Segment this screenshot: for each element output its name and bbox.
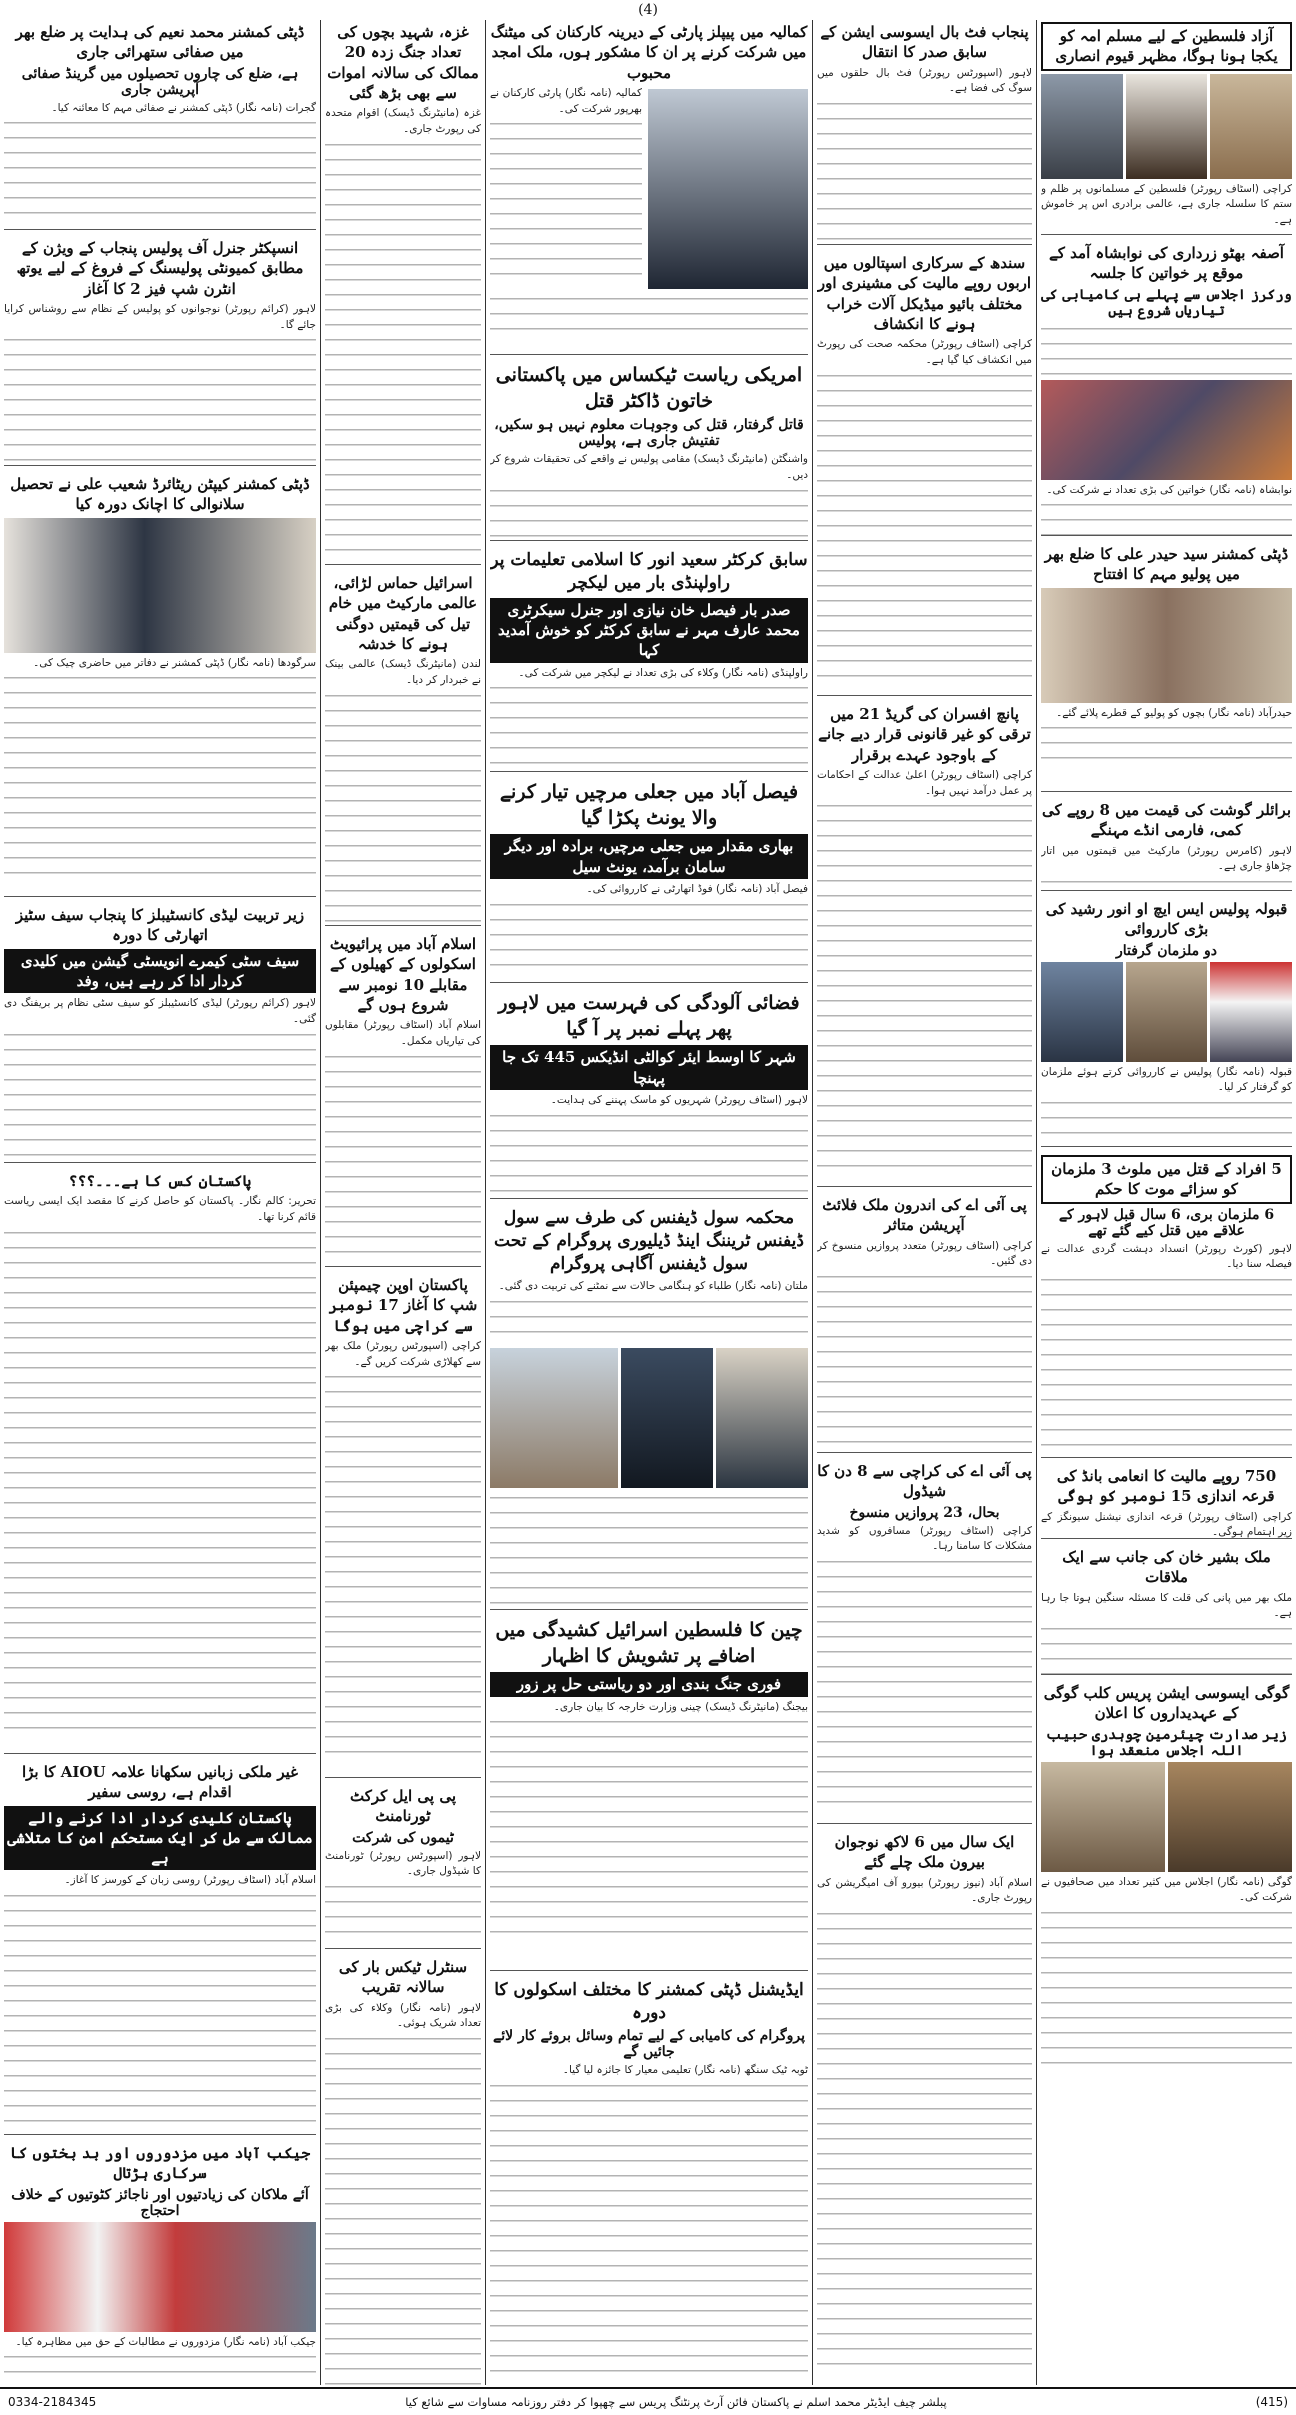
headline: انسپکٹر جنرل آف پولیس پنجاب کے ویژن کے مطابق کمیونٹی پولیسنگ کے فروغ کے لیے یوتھ انٹرن شپ فیز 2 کا آغاز [16, 239, 304, 298]
portrait-photo [1210, 74, 1292, 179]
article-body: لاہور (کورٹ رپورٹر) انسداد دہشت گردی عدالت نے فیصلہ سنا دیا۔ [1041, 1242, 1292, 1271]
text-lines [490, 898, 808, 978]
portrait-photo [1041, 962, 1123, 1062]
text-lines [1041, 1622, 1292, 1675]
text-lines [1041, 1906, 1292, 2070]
headline: امریکی ریاست ٹیکساس میں پاکستانی خاتون ڈاکٹر قتل [495, 364, 803, 412]
headline: ایڈیشنل ڈپٹی کمشنر کا مختلف اسکولوں کا دورہ [494, 1980, 804, 2023]
article-body: اسلام آباد (اسٹاف رپورٹر) روسی زبان کے کورسز کا آغاز۔ [64, 1874, 316, 1887]
text-lines [4, 671, 316, 886]
article-body: حیدرآباد (نامہ نگار) بچوں کو پولیو کے قطرے پلائے گئے۔ [1056, 706, 1292, 719]
text-lines [1041, 322, 1292, 377]
article-c4-2 [325, 571, 481, 926]
article-body: کراچی (اسٹاف رپورٹر) فلسطین کے مسلمانوں پر ظلم و ستم کا سلسلہ جاری ہے، عالمی برادری اس پر خاموش ہے۔ [1041, 182, 1292, 226]
footer-publisher-text: پبلشر چیف ایڈیٹر محمد اسلم نے پاکستان فائن آرٹ پرنٹنگ پریس سے چھپوا کر دفتر روزنامہ مساوات سے شائع کیا [405, 2395, 947, 2409]
headline: پانچ افسران کی گریڈ 21 میں ترقی کو غیر قانونی قرار دیے جانے کے باوجود عہدے برقرار [818, 705, 1031, 764]
page-footer [0, 2387, 1296, 2415]
group-photo [1041, 1762, 1165, 1872]
headline: پاکستان کس کا ہے۔۔۔؟؟؟ [68, 1172, 252, 1190]
text-lines [817, 799, 1032, 1179]
subheadline: شہر کا اوسط ایئر کوالٹی انڈیکس 445 تک جا پہنچا [490, 1045, 808, 1090]
text-lines [817, 369, 1032, 689]
subheadline: ہے، ضلع کی چاروں تحصیلوں میں گرینڈ صفائی آپریشن جاری [21, 65, 299, 98]
article-body: لاہور (نامہ نگار) وکلاء کی بڑی تعداد شریک ہوئی۔ [325, 2001, 481, 2030]
headline: ملک بشیر خان کی جانب سے ایک ملاقات [1062, 1548, 1271, 1587]
text-lines [1041, 1096, 1292, 1141]
text-lines [1041, 498, 1292, 536]
group-photo [1168, 1762, 1292, 1872]
headline: ڈپٹی کمشنر سید حیدر علی کا ضلع بھر میں پولیو مہم کا افتتاح [1044, 545, 1289, 584]
article-c2-1 [817, 20, 1032, 245]
article-photo [1041, 962, 1292, 1062]
text-lines [325, 138, 481, 566]
headline: فیصل آباد میں جعلی مرچیں تیار کرنے والا یونٹ پکڑا گیا [499, 781, 799, 829]
text-lines [490, 1109, 808, 1199]
article-body: لاہور (کرائم رپورٹر) نوجوانوں کو پولیس کے نظام سے روشناس کرایا جائے گا۔ [4, 302, 316, 331]
article-body: کراچی (اسپورٹس رپورٹر) ملک بھر سے کھلاڑی شرکت کریں گے۔ [325, 1339, 481, 1368]
subheadline: ورکرز اجلاس سے پہلے ہی کامیابی کی تیاریاں شروع ہیں [1041, 286, 1292, 319]
article-c3-6 [490, 1205, 808, 1610]
article-c1-2 [1041, 241, 1292, 536]
text-lines [490, 117, 642, 277]
article-body: گوگی (نامہ نگار) اجلاس میں کثیر تعداد میں صحافیوں نے شرکت کی۔ [1041, 1875, 1292, 1904]
headline: 5 افراد کے قتل میں ملوث 3 ملزمان کو سزائے موت کا حکم [1041, 1155, 1292, 1204]
subheadline: بھاری مقدار میں جعلی مرچیں، برادہ اور دیگر سامان برآمد، یونٹ سیل [490, 834, 808, 879]
subheadline: دو ملزمان گرفتار [1116, 942, 1217, 959]
text-lines [1041, 875, 1292, 891]
column-5 [0, 20, 320, 2385]
event-photo [4, 518, 316, 653]
event-photo [1041, 380, 1292, 480]
article-body: لاہور (اسپورٹس رپورٹر) فٹ بال حلقوں میں سوگ کی فضا ہے۔ [817, 66, 1032, 95]
headline: پنجاب فٹ بال ایسوسی ایشن کے سابق صدر کا انتقال [820, 23, 1029, 62]
text-lines [490, 2079, 808, 2385]
article-body: سرگودھا (نامہ نگار) ڈپٹی کمشنر نے دفاتر میں حاضری چیک کی۔ [33, 656, 316, 669]
subheadline: پروگرام کی کامیابی کے لیے تمام وسائل بروئے کار لائے جائیں گے [492, 2027, 805, 2060]
article-c2-4 [817, 1193, 1032, 1453]
headline: سندھ کے سرکاری اسپتالوں میں اربوں روپے مالیت کی مشینری اور مختلف بائیو میڈیکل آلات خراب ہونے کا انکشاف [817, 254, 1032, 333]
article-body: لندن (مانیٹرنگ ڈیسک) عالمی بینک نے خبردار کر دیا۔ [325, 658, 481, 686]
article-body: جیکب آباد (نامہ نگار) مزدوروں نے مطالبات کے حق میں مظاہرہ کیا۔ [15, 2335, 316, 2348]
headline: سابق کرکٹر سعید انور کا اسلامی تعلیمات پر راولپنڈی بار میں لیکچر [490, 550, 808, 593]
headline: زیر تربیت لیڈی کانسٹیبلز کا پنجاب سیف سٹیز اتھارٹی کا دورہ [15, 906, 305, 945]
portrait-photo [648, 89, 808, 289]
subheadline: پاکستان کلیدی کردار ادا کرنے والے ممالک سے مل کر ایک مستحکم امن کا متلاشی ہے [4, 1806, 316, 1871]
article-c3-4 [490, 778, 808, 983]
building-photo [490, 1348, 618, 1488]
article-c1-7 [1041, 1464, 1292, 1539]
subheadline: آئے ملاکان کی زیادتیوں اور ناجائز کٹوتیوں کے خلاف احتجاج [11, 2186, 309, 2219]
subheadline: سیف سٹی کیمرے انویسٹی گیشن میں کلیدی کردار ادا کر رہے ہیں، وفد [4, 949, 316, 994]
text-lines [325, 1880, 481, 1940]
text-lines [4, 1028, 316, 1164]
article-c5-5 [4, 1169, 316, 1754]
text-lines [1041, 1273, 1292, 1458]
text-lines [4, 333, 316, 463]
subheadline: فوری جنگ بندی اور دو ریاستی حل پر زور [490, 1672, 808, 1696]
article-body: فیصل آباد (نامہ نگار) فوڈ اتھارٹی نے کارروائی کی۔ [586, 882, 808, 895]
article-body: کراچی (اسٹاف رپورٹر) متعدد پروازیں منسوخ کر دی گئیں۔ [817, 1239, 1032, 1268]
article-body: لاہور (کرائم رپورٹر) لیڈی کانسٹیبلز کو سیف سٹی نظام پر بریفنگ دی گئی۔ [4, 997, 316, 1025]
portrait-photo [1126, 962, 1208, 1062]
headline: محکمہ سول ڈیفنس کی طرف سے سول ڈیفنس ٹریننگ اینڈ ڈیلیوری پروگرام کے تحت سول ڈیفنس آگاہی پروگرام [494, 1208, 804, 1274]
article-body: لاہور (اسپورٹس رپورٹر) ٹورنامنٹ کا شیڈول جاری۔ [325, 1849, 481, 1878]
article-body: کراچی (اسٹاف رپورٹر) مسافروں کو شدید مشکلات کا سامنا رہا۔ [817, 1524, 1032, 1553]
column-2 [813, 20, 1036, 2385]
headline: ڈپٹی کمشنر کیپٹن ریٹائرڈ شعیب علی نے تحصیل سلانوالی کا اچانک دورہ کیا [10, 475, 310, 514]
article-content [490, 86, 808, 292]
article-body: کراچی (اسٹاف رپورٹر) محکمہ صحت کی رپورٹ میں انکشاف کیا گیا ہے۔ [817, 338, 1032, 366]
article-c3-8 [490, 1977, 808, 2385]
article-c3-1 [490, 20, 808, 355]
headline: گوگی ایسوسی ایشن پریس کلب گوگی کے عہدیداروں کا اعلان [1043, 1684, 1290, 1723]
headline: پی آئی اے کی اندرون ملک فلائٹ آپریشن متاثر [822, 1196, 1027, 1235]
article-body: لاہور (اسٹاف رپورٹر) شہریوں کو ماسک پہننے کی ہدایت۔ [550, 1093, 808, 1106]
subheadline: قاتل گرفتار، قتل کی وجوہات معلوم نہیں ہو سکیں، تفتیش جاری ہے، پولیس [494, 417, 804, 450]
article-c1-6 [1041, 1153, 1292, 1458]
article-body: ملتان (نامہ نگار) طلباء کو ہنگامی حالات سے نمٹنے کی تربیت دی گئی۔ [498, 1279, 808, 1292]
column-4 [321, 20, 485, 2385]
text-lines [325, 1370, 481, 1760]
text-lines [4, 2350, 316, 2385]
text-lines [1041, 229, 1292, 235]
article-body: کراچی (اسٹاف رپورٹر) اعلیٰ عدالت کے احکامات پر عمل درآمد نہیں ہوا۔ [817, 768, 1032, 797]
article-body: بیجنگ (مانیٹرنگ ڈیسک) چینی وزارت خارجہ کا بیان جاری۔ [553, 1700, 808, 1713]
article-c3-7 [490, 1616, 808, 1971]
column-1 [1037, 20, 1296, 2385]
article-body: واشنگٹن (مانیٹرنگ ڈیسک) مقامی پولیس نے واقعے کی تحقیقات شروع کر دیں۔ [490, 453, 808, 482]
text-lines [325, 1050, 481, 1260]
article-c4-5 [325, 1784, 481, 1949]
article-body: ٹوبہ ٹیک سنگھ (نامہ نگار) تعلیمی معیار کا جائزہ لیا گیا۔ [562, 2063, 808, 2076]
subheadline: بحال، 23 پروازیں منسوخ [849, 1504, 1000, 1521]
article-c5-3 [4, 472, 316, 897]
event-photo [1041, 588, 1292, 703]
article-c1-4 [1041, 798, 1292, 891]
headline: چین کا فلسطین اسرائیل کشیدگی میں اضافے پر تشویش کا اظہار [495, 1619, 803, 1667]
article-photo [1041, 74, 1292, 179]
article-photo [490, 1348, 808, 1488]
headline: سنٹرل ٹیکس بار کی سالانہ تقریب [338, 1958, 468, 1997]
article-c2-2 [817, 251, 1032, 696]
article-c1-9 [1041, 1681, 1292, 2070]
headline: فضائی آلودگی کی فہرست میں لاہور پھر پہلے نمبر پر آ گیا [498, 992, 800, 1040]
text-lines [817, 1907, 1032, 2377]
article-c1-3 [1041, 542, 1292, 792]
footer-phone: 0334-2184345 [8, 2395, 97, 2409]
text-lines [490, 1715, 808, 1945]
text-lines [1041, 721, 1292, 761]
headline: اسلام آباد میں پرائیویٹ اسکولوں کے کھیلوں کے مقابلے 10 نومبر سے شروع ہوں گے [329, 935, 477, 1014]
text-lines [4, 1889, 316, 2135]
article-c5-6 [4, 1760, 316, 2135]
article-body: راولپنڈی (نامہ نگار) وکلاء کی بڑی تعداد نے لیکچر میں شرکت کی۔ [518, 666, 808, 679]
article-body: اسلام آباد (اسٹاف رپورٹر) مقابلوں کی تیاریاں مکمل۔ [325, 1019, 481, 1047]
article-body: اسلام آباد (نیوز رپورٹر) بیورو آف امیگریشن کی رپورٹ جاری۔ [817, 1876, 1032, 1905]
headline: ایک سال میں 6 لاکھ نوجوان بیرون ملک چلے گئے [834, 1833, 1015, 1872]
page-number: (4) [638, 2, 658, 18]
text-lines [490, 681, 808, 772]
article-c3-5 [490, 989, 808, 1199]
article-c1-1 [1041, 20, 1292, 235]
article-body: نوابشاہ (نامہ نگار) خواتین کی بڑی تعداد نے شرکت کی۔ [1046, 483, 1292, 496]
headline: غزہ، شہید بچوں کی تعداد جنگ زدہ 20 ممالک کی سالانہ اموات سے بھی بڑھ گئی [327, 23, 479, 102]
portrait-photo [1126, 74, 1208, 179]
article-c4-6 [325, 1955, 481, 2385]
protest-photo [4, 2222, 316, 2332]
text-lines [325, 2032, 481, 2385]
article-body: کراچی (اسٹاف رپورٹر) قرعہ اندازی نیشنل سیونگز کے زیر اہتمام ہوگی۔ [1041, 1510, 1292, 1539]
article-c5-2 [4, 236, 316, 466]
article-body: قبولہ (نامہ نگار) پولیس نے کارروائی کرتے ہوئے ملزمان کو گرفتار کر لیا۔ [1041, 1065, 1292, 1094]
text-lines [817, 97, 1032, 245]
article-c1-8 [1041, 1545, 1292, 1675]
article-body: ملک بھر میں پانی کی قلت کا مسئلہ سنگین ہوتا جا رہا ہے۔ [1041, 1591, 1292, 1620]
headline: آزاد فلسطین کے لیے مسلم امہ کو یکجا ہونا ہوگا، مظہر قیوم انصاری [1041, 22, 1292, 71]
text-lines [4, 116, 316, 216]
article-c4-3 [325, 932, 481, 1267]
event-photo [1210, 962, 1292, 1062]
headline: پی پی ایل کرکٹ ٹورنامنٹ [349, 1787, 456, 1826]
article-c2-6 [817, 1830, 1032, 2384]
headline: غیر ملکی زبانیں سکھانا علامہ AIOU کا بڑا اقدام ہے، روسی سفیر [21, 1763, 299, 1802]
text-lines [817, 1555, 1032, 1815]
article-c4-4 [325, 1273, 481, 1778]
portrait-photo [1041, 74, 1123, 179]
article-c4-1 [325, 20, 481, 565]
headline: کمالیہ میں پیپلز پارٹی کے دیرینہ کارکنان کی میٹنگ میں شرکت کرنے پر ان کا مشکور ہوں، ملک امجد محبوب [490, 23, 808, 82]
subheadline: زیر صدارت چیئرمین چوہدری حبیب اللہ اجلاس منعقد ہوا [1046, 1726, 1287, 1759]
article-c5-1 [4, 20, 316, 230]
article-body: غزہ (مانیٹرنگ ڈیسک) اقوام متحدہ کی رپورٹ جاری۔ [325, 107, 481, 135]
headline: قبولہ پولیس ایس ایچ او انور رشید کی بڑی کارروائی [1045, 900, 1288, 939]
article-body: تحریر: کالم نگار۔ پاکستان کو حاصل کرنے کا مقصد ایک ایسی ریاست قائم کرنا تھا۔ [4, 1195, 316, 1223]
subheadline: ٹیموں کی شرکت [352, 1829, 454, 1846]
article-body: گجرات (نامہ نگار) ڈپٹی کمشنر نے صفائی مہم کا معائنہ کیا۔ [51, 101, 316, 114]
article-body: لاہور (کامرس رپورٹر) مارکیٹ میں قیمتوں میں اتار چڑھاؤ جاری ہے۔ [1041, 844, 1292, 873]
headline: آصفہ بھٹو زرداری کی نوابشاہ آمد کے موقع پر خواتین کا جلسہ [1049, 244, 1284, 283]
subheadline: صدر بار فیصل خان نیازی اور جنرل سیکرٹری محمد عارف مہر نے سابق کرکٹر کو خوش آمدید کہا [490, 598, 808, 663]
headline: پاکستان اوپن چیمپئن شپ کا آغاز 17 نومبر سے کراچی میں ہوگا [328, 1276, 478, 1335]
article-c3-3 [490, 547, 808, 772]
text-lines [490, 1295, 808, 1345]
subheadline: 6 ملزمان بری، 6 سال قبل لاہور کے علاقے میں قتل کیے گئے تھے [1058, 1206, 1275, 1239]
article-c3-2 [490, 361, 808, 541]
headline: برائلر گوشت کی قیمت میں 8 روپے کی کمی، فارمی انڈے مہنگے [1041, 801, 1292, 840]
article-c5-7 [4, 2141, 316, 2385]
text-lines [325, 689, 481, 927]
column-3 [486, 20, 812, 2385]
article-photo [1041, 1762, 1292, 1872]
headline: ڈپٹی کمشنر محمد نعیم کی ہدایت پر ضلع بھر میں صفائی ستھرائی جاری [15, 23, 305, 62]
article-c5-4 [4, 903, 316, 1163]
portrait-photo [621, 1348, 713, 1488]
headline: پی آئی اے کی کراچی سے 8 دن کا شیڈول [817, 1462, 1032, 1501]
text-lines [490, 484, 808, 541]
footer-code: (415) [1255, 2395, 1288, 2409]
text-lines [4, 1226, 316, 1736]
article-c1-5 [1041, 897, 1292, 1147]
text-lines [490, 1491, 808, 1610]
article-c2-5 [817, 1459, 1032, 1824]
headline: 750 روپے مالیت کا انعامی بانڈ کی قرعہ اندازی 15 نومبر کو ہوگی [1056, 1467, 1277, 1506]
article-c2-3 [817, 702, 1032, 1187]
headline: اسرائیل حماس لڑائی، عالمی مارکیٹ میں خام تیل کی قیمتیں دوگنی ہونے کا خدشہ [328, 574, 478, 653]
article-body: کمالیہ (نامہ نگار) پارٹی کارکنان نے بھرپور شرکت کی۔ [490, 86, 642, 115]
text-lines [817, 1270, 1032, 1450]
portrait-photo [716, 1348, 808, 1488]
headline: جیکب آباد میں مزدوروں اور بد بختوں کا سرکاری ہڑتال [9, 2144, 311, 2183]
text-lines [490, 292, 808, 332]
